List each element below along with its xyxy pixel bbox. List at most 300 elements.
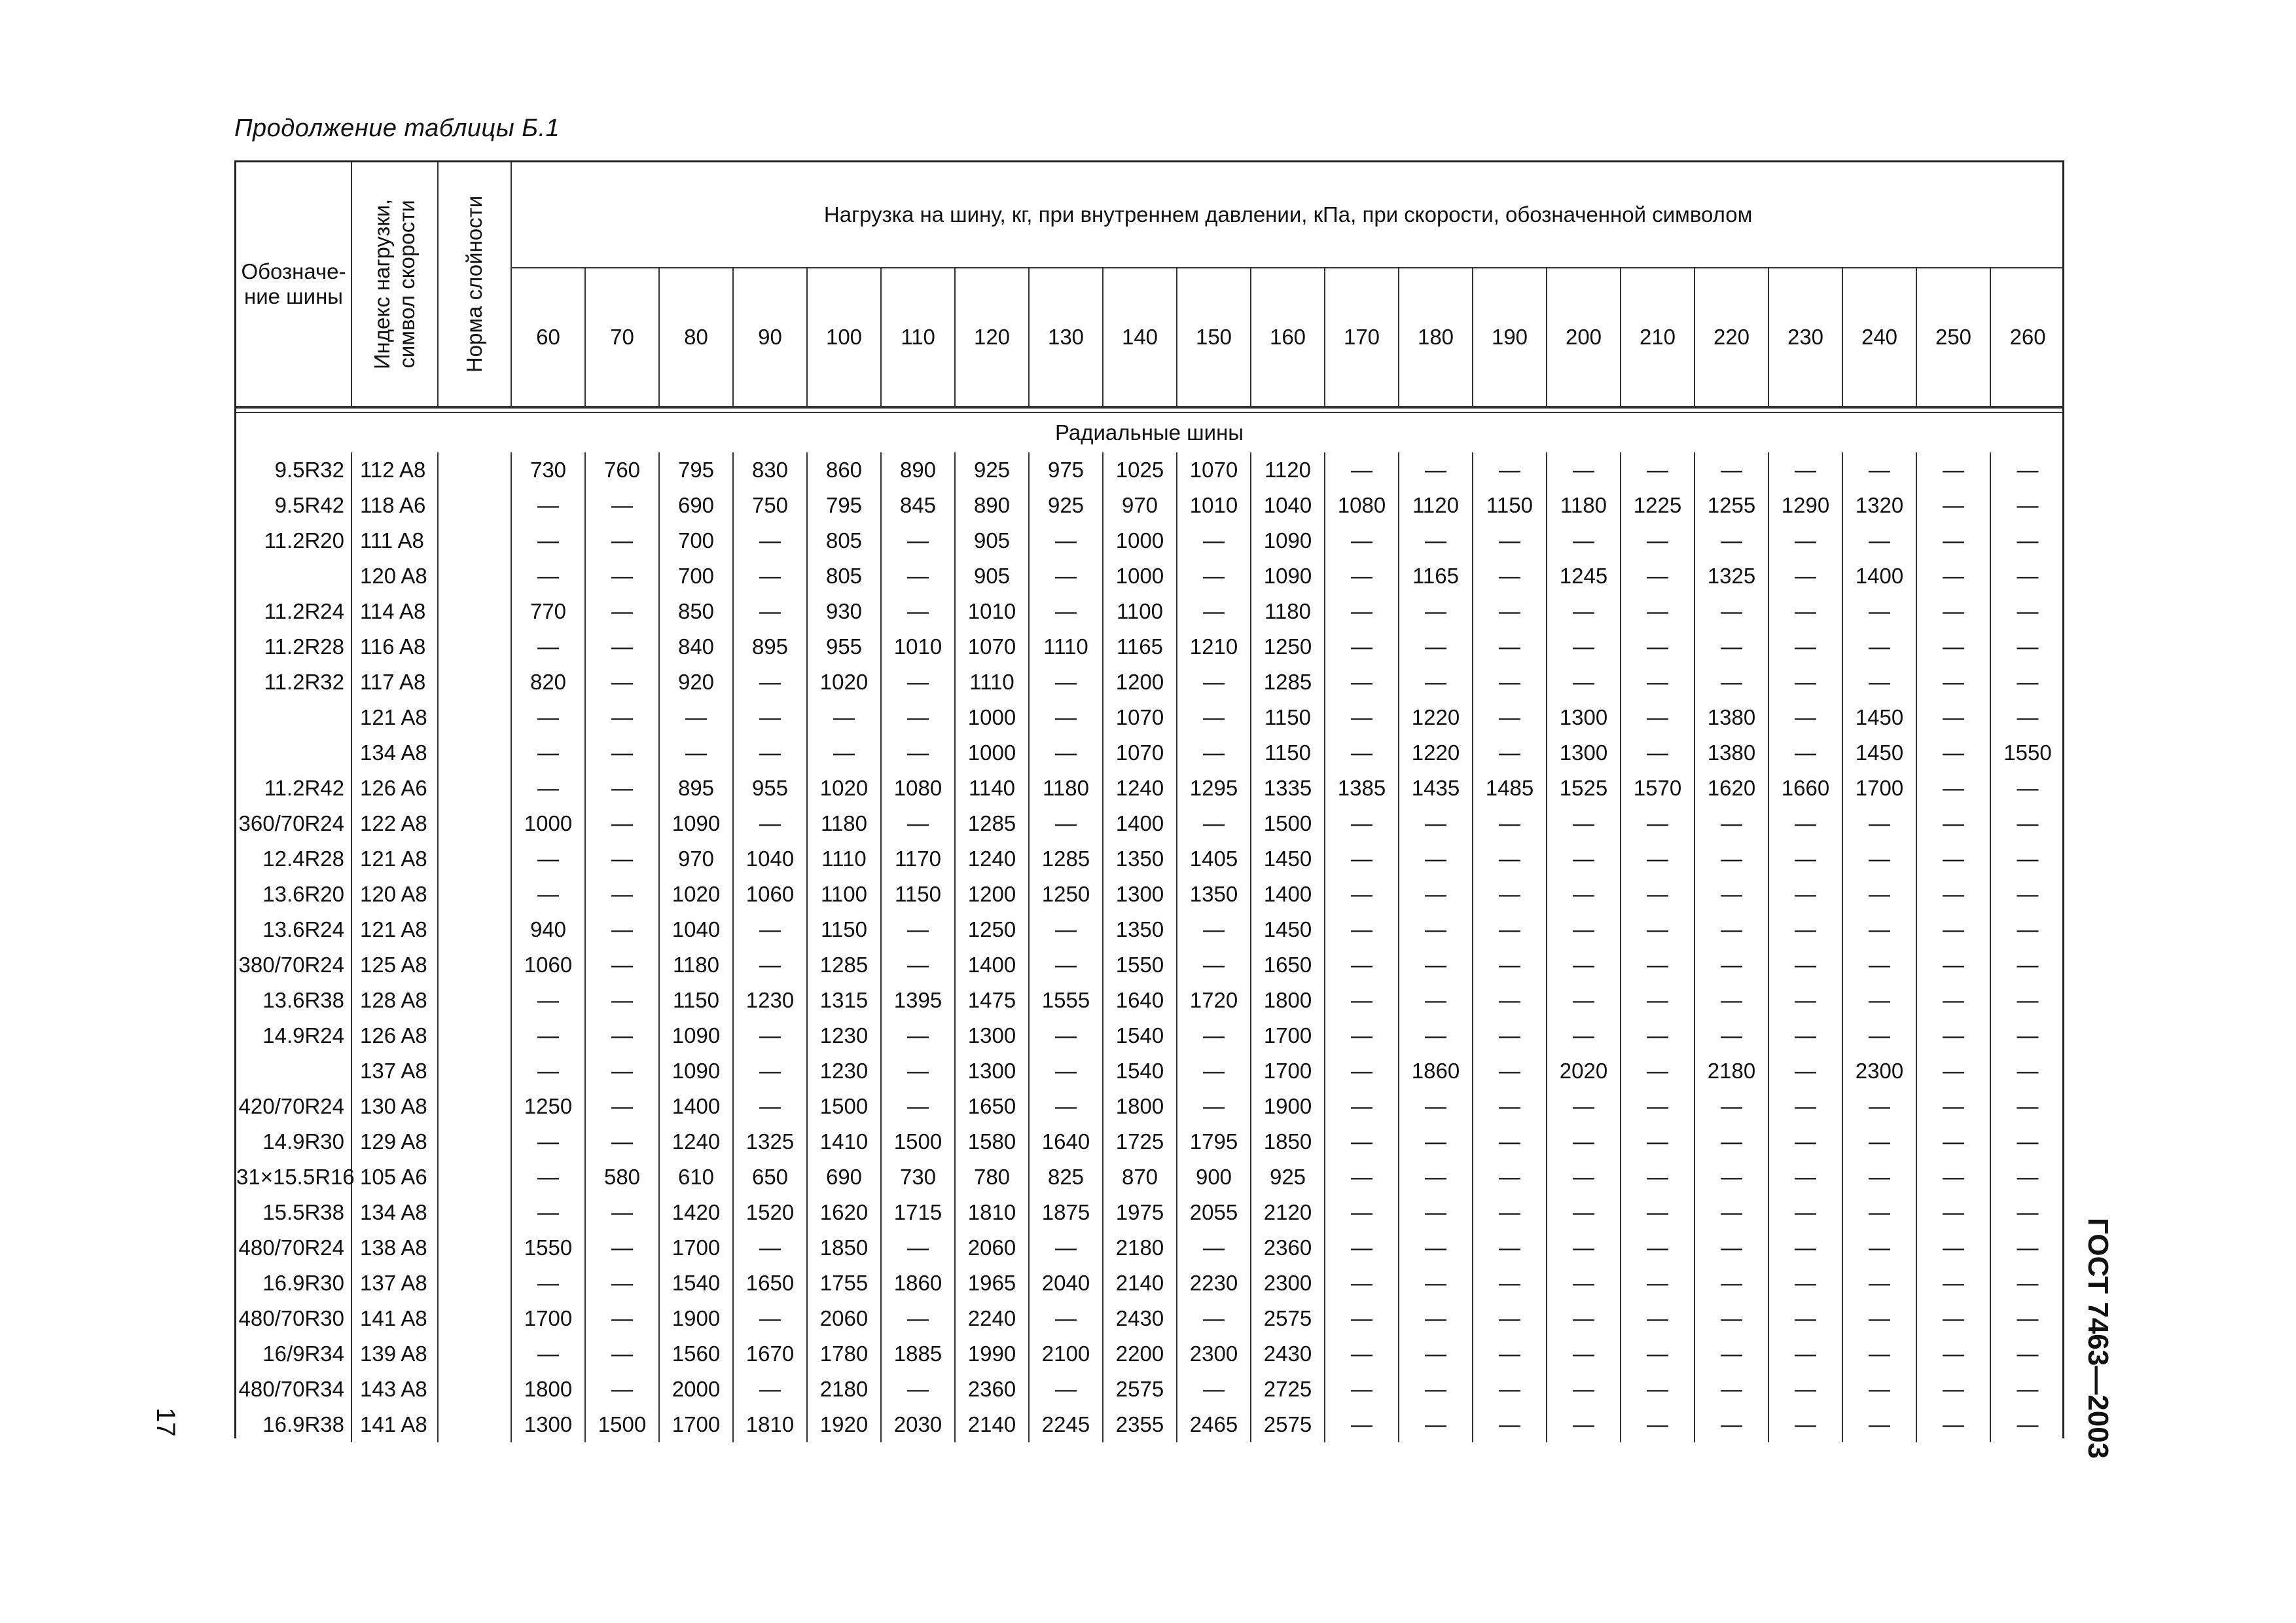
load-value-cell: —: [1695, 1372, 1768, 1407]
load-value-cell: —: [1177, 947, 1251, 983]
load-value-cell: —: [1399, 1266, 1473, 1301]
load-value-cell: —: [1325, 1407, 1399, 1442]
load-value-cell: —: [1029, 806, 1103, 841]
load-value-cell: 1555: [1029, 983, 1103, 1018]
load-value-cell: —: [1842, 1089, 1916, 1124]
load-value-cell: 2300: [1251, 1266, 1325, 1301]
load-value-cell: 1020: [659, 877, 733, 912]
load-index-cell: 130 A8: [351, 1089, 438, 1124]
tire-designation-cell: 15.5R38: [262, 1200, 344, 1224]
load-value-cell: —: [1473, 452, 1547, 488]
load-value-cell: 1400: [1251, 877, 1325, 912]
load-value-cell: —: [1325, 629, 1399, 665]
load-value-cell: 970: [1103, 488, 1177, 523]
load-value-cell: —: [1916, 1018, 1990, 1053]
table-header: [236, 162, 2064, 407]
table-row: [236, 1053, 2064, 1089]
load-value-cell: —: [1621, 1301, 1695, 1336]
load-value-cell: —: [733, 594, 807, 629]
table-row: [236, 700, 2064, 735]
load-value-cell: —: [1325, 841, 1399, 877]
load-value-cell: —: [1768, 1407, 1842, 1442]
load-value-cell: 930: [807, 594, 881, 629]
load-value-cell: 1350: [1103, 912, 1177, 947]
load-value-cell: 2140: [1103, 1266, 1177, 1301]
table-row: [236, 912, 2064, 947]
load-value-cell: 1020: [807, 665, 881, 700]
load-value-cell: —: [585, 735, 659, 771]
load-value-cell: 1350: [1177, 877, 1251, 912]
load-value-cell: 805: [807, 558, 881, 594]
table-row: [236, 1266, 2064, 1301]
load-value-cell: —: [1029, 594, 1103, 629]
pressure-header-230: 230: [1768, 268, 1842, 407]
load-value-cell: —: [1547, 523, 1621, 558]
load-value-cell: —: [1399, 1124, 1473, 1159]
load-value-cell: —: [1916, 1159, 1990, 1195]
pressure-header-160: 160: [1251, 268, 1325, 407]
load-value-cell: —: [1621, 1195, 1695, 1230]
load-value-cell: 750: [733, 488, 807, 523]
load-value-cell: —: [1029, 1301, 1103, 1336]
load-value-cell: 1040: [1251, 488, 1325, 523]
load-value-cell: —: [1990, 1195, 2064, 1230]
load-value-cell: —: [1695, 1089, 1768, 1124]
load-value-cell: 1450: [1842, 700, 1916, 735]
load-value-cell: 2230: [1177, 1266, 1251, 1301]
load-index-cell: 134 A8: [351, 1195, 438, 1230]
load-value-cell: —: [1325, 1053, 1399, 1089]
load-value-cell: —: [1990, 947, 2064, 983]
load-value-cell: —: [1768, 1089, 1842, 1124]
load-value-cell: —: [1325, 523, 1399, 558]
load-value-cell: 1100: [807, 877, 881, 912]
load-value-cell: 1400: [659, 1089, 733, 1124]
load-value-cell: 1525: [1547, 771, 1621, 806]
load-value-cell: 830: [733, 452, 807, 488]
load-value-cell: 1170: [881, 841, 955, 877]
load-value-cell: —: [1621, 558, 1695, 594]
load-value-cell: —: [1473, 594, 1547, 629]
load-value-cell: —: [1990, 700, 2064, 735]
load-value-cell: —: [1029, 1372, 1103, 1407]
load-value-cell: 955: [733, 771, 807, 806]
tire-designation-cell: [236, 700, 351, 735]
load-value-cell: 805: [807, 523, 881, 558]
load-value-cell: —: [733, 1372, 807, 1407]
load-value-cell: 1040: [733, 841, 807, 877]
load-value-cell: 1070: [1103, 735, 1177, 771]
load-value-cell: 2240: [955, 1301, 1029, 1336]
ply-rating-cell: [438, 912, 511, 947]
load-value-cell: —: [1621, 452, 1695, 488]
table-row: [236, 1195, 2064, 1230]
load-index-cell: 118 A6: [351, 488, 438, 523]
table-row: [236, 1018, 2064, 1053]
load-value-cell: —: [1695, 452, 1768, 488]
load-value-cell: 1875: [1029, 1195, 1103, 1230]
load-value-cell: —: [1916, 452, 1990, 488]
load-value-cell: 1400: [1103, 806, 1177, 841]
load-value-cell: 1850: [807, 1230, 881, 1266]
load-value-cell: —: [511, 558, 585, 594]
load-index-cell: 116 A8: [351, 629, 438, 665]
load-value-cell: —: [585, 983, 659, 1018]
load-value-cell: 1700: [1251, 1053, 1325, 1089]
load-value-cell: —: [1842, 523, 1916, 558]
load-value-cell: 1540: [1103, 1053, 1177, 1089]
load-value-cell: 760: [585, 452, 659, 488]
load-value-cell: —: [1029, 700, 1103, 735]
load-value-cell: —: [1695, 665, 1768, 700]
load-value-cell: —: [1768, 452, 1842, 488]
load-value-cell: 1180: [1251, 594, 1325, 629]
load-value-cell: —: [1399, 594, 1473, 629]
table-row: [236, 488, 2064, 523]
load-index-cell: 105 A6: [351, 1159, 438, 1195]
load-value-cell: 700: [659, 558, 733, 594]
load-value-cell: 900: [1177, 1159, 1251, 1195]
load-value-cell: 1715: [881, 1195, 955, 1230]
load-value-cell: —: [1029, 1089, 1103, 1124]
load-value-cell: —: [1695, 947, 1768, 983]
tire-designation-cell: 11.2R32: [264, 670, 344, 694]
load-value-cell: —: [1325, 452, 1399, 488]
load-value-cell: 1325: [733, 1124, 807, 1159]
load-value-cell: 1385: [1325, 771, 1399, 806]
load-value-cell: 2430: [1251, 1336, 1325, 1372]
load-value-cell: 1060: [511, 947, 585, 983]
load-value-cell: —: [585, 1230, 659, 1266]
load-value-cell: —: [1621, 877, 1695, 912]
load-value-cell: —: [1399, 452, 1473, 488]
load-value-cell: —: [1916, 665, 1990, 700]
load-value-cell: —: [1916, 877, 1990, 912]
load-value-cell: 1040: [659, 912, 733, 947]
load-value-cell: 890: [881, 452, 955, 488]
load-value-cell: —: [511, 841, 585, 877]
load-value-cell: —: [1768, 1301, 1842, 1336]
load-value-cell: 1900: [1251, 1089, 1325, 1124]
load-value-cell: —: [1916, 947, 1990, 983]
load-value-cell: —: [1325, 735, 1399, 771]
ply-rating-cell: [438, 1407, 511, 1442]
load-value-cell: —: [1325, 1372, 1399, 1407]
load-value-cell: —: [881, 594, 955, 629]
table-row: [236, 1301, 2064, 1336]
load-value-cell: 650: [733, 1159, 807, 1195]
load-value-cell: 905: [955, 558, 1029, 594]
load-value-cell: —: [1768, 1195, 1842, 1230]
load-value-cell: 2060: [807, 1301, 881, 1336]
load-value-cell: —: [585, 558, 659, 594]
tire-designation-cell: 480/70R34: [238, 1377, 344, 1401]
load-value-cell: —: [1990, 629, 2064, 665]
load-value-cell: 1420: [659, 1195, 733, 1230]
load-value-cell: —: [1473, 806, 1547, 841]
load-value-cell: 940: [511, 912, 585, 947]
load-value-cell: —: [1916, 1230, 1990, 1266]
load-value-cell: —: [1399, 947, 1473, 983]
load-value-cell: 1725: [1103, 1124, 1177, 1159]
load-value-cell: —: [1547, 841, 1621, 877]
load-value-cell: 1860: [1399, 1053, 1473, 1089]
load-value-cell: —: [1473, 983, 1547, 1018]
load-value-cell: —: [733, 1089, 807, 1124]
load-value-cell: 1250: [955, 912, 1029, 947]
load-value-cell: —: [1916, 1336, 1990, 1372]
load-value-cell: 1640: [1029, 1124, 1103, 1159]
load-value-cell: —: [733, 912, 807, 947]
load-value-cell: 1800: [1251, 983, 1325, 1018]
load-value-cell: 1800: [1103, 1089, 1177, 1124]
load-value-cell: 1240: [1103, 771, 1177, 806]
tire-designation-cell: 31×15.5R16: [236, 1165, 355, 1189]
pressure-header-240: 240: [1842, 268, 1916, 407]
load-value-cell: 1560: [659, 1336, 733, 1372]
load-value-cell: 1220: [1399, 735, 1473, 771]
load-value-cell: —: [1842, 983, 1916, 1018]
load-value-cell: 2360: [955, 1372, 1029, 1407]
load-value-cell: —: [585, 1372, 659, 1407]
load-value-cell: 1335: [1251, 771, 1325, 806]
tire-designation-cell: 11.2R28: [264, 634, 344, 659]
load-value-cell: —: [1621, 1407, 1695, 1442]
load-value-cell: —: [1325, 700, 1399, 735]
load-value-cell: —: [1399, 1301, 1473, 1336]
load-value-cell: —: [1695, 841, 1768, 877]
load-value-cell: —: [1399, 806, 1473, 841]
load-value-cell: —: [733, 735, 807, 771]
load-value-cell: 1990: [955, 1336, 1029, 1372]
tire-designation-cell: 13.6R38: [262, 988, 344, 1012]
load-value-cell: —: [1990, 665, 2064, 700]
load-value-cell: —: [1990, 1266, 2064, 1301]
load-value-cell: 1285: [1029, 841, 1103, 877]
load-value-cell: 1620: [1695, 771, 1768, 806]
load-value-cell: 2360: [1251, 1230, 1325, 1266]
load-value-cell: 1500: [1251, 806, 1325, 841]
ply-rating-cell: [438, 1195, 511, 1230]
load-value-cell: —: [1473, 877, 1547, 912]
pressure-header-190: 190: [1473, 268, 1547, 407]
load-value-cell: 1150: [1473, 488, 1547, 523]
load-value-cell: —: [1325, 1018, 1399, 1053]
load-value-cell: 1300: [511, 1407, 585, 1442]
ply-rating-cell: [438, 452, 511, 488]
load-value-cell: —: [1768, 700, 1842, 735]
load-value-cell: 2575: [1251, 1301, 1325, 1336]
load-value-cell: 1450: [1842, 735, 1916, 771]
ply-rating-cell: [438, 1266, 511, 1301]
pressure-header-220: 220: [1695, 268, 1768, 407]
load-value-cell: 1110: [807, 841, 881, 877]
load-value-cell: —: [1473, 1407, 1547, 1442]
table-row: [236, 594, 2064, 629]
load-value-cell: —: [1842, 877, 1916, 912]
load-value-cell: 955: [807, 629, 881, 665]
load-value-cell: 1230: [807, 1053, 881, 1089]
ply-rating-cell: [438, 629, 511, 665]
load-value-cell: —: [881, 1018, 955, 1053]
load-value-cell: —: [1695, 877, 1768, 912]
table-row: [236, 947, 2064, 983]
load-index-cell: 112 A8: [351, 452, 438, 488]
load-value-cell: 1620: [807, 1195, 881, 1230]
ply-rating-cell: [438, 1301, 511, 1336]
load-value-cell: 970: [659, 841, 733, 877]
load-value-cell: —: [511, 1053, 585, 1089]
load-value-cell: 1285: [1251, 665, 1325, 700]
load-value-cell: —: [1842, 1018, 1916, 1053]
load-value-cell: —: [1325, 665, 1399, 700]
designation-header: Обозначе-ние шины: [236, 162, 351, 407]
load-value-cell: —: [1916, 1407, 1990, 1442]
ply-rating-cell: [438, 1336, 511, 1372]
load-value-cell: —: [1842, 1230, 1916, 1266]
load-value-cell: —: [1621, 1372, 1695, 1407]
load-value-cell: —: [1399, 1159, 1473, 1195]
load-value-cell: —: [1547, 1301, 1621, 1336]
load-value-cell: 1070: [955, 629, 1029, 665]
load-value-cell: —: [1990, 912, 2064, 947]
load-value-cell: —: [1177, 806, 1251, 841]
load-value-cell: 905: [955, 523, 1029, 558]
load-value-cell: —: [659, 735, 733, 771]
load-value-cell: 1580: [955, 1124, 1029, 1159]
load-value-cell: —: [1177, 1089, 1251, 1124]
load-value-cell: —: [585, 1089, 659, 1124]
load-value-cell: —: [1695, 806, 1768, 841]
ply-rating-cell: [438, 558, 511, 594]
load-group-header: Нагрузка на шину, кг, при внутреннем давлении, кПа, при скорости, обозначенной символом: [511, 162, 2064, 268]
load-value-cell: 1650: [1251, 947, 1325, 983]
load-value-cell: —: [881, 806, 955, 841]
load-value-cell: 1180: [807, 806, 881, 841]
load-value-cell: —: [585, 877, 659, 912]
load-value-cell: —: [1990, 523, 2064, 558]
tire-designation-cell: 11.2R42: [264, 776, 344, 800]
load-value-cell: 2300: [1177, 1336, 1251, 1372]
pressure-header-180: 180: [1399, 268, 1473, 407]
load-value-cell: —: [585, 665, 659, 700]
load-value-cell: —: [1916, 1195, 1990, 1230]
load-value-cell: —: [511, 523, 585, 558]
load-value-cell: —: [1695, 629, 1768, 665]
load-value-cell: 1090: [659, 1018, 733, 1053]
load-value-cell: 1200: [1103, 665, 1177, 700]
load-value-cell: 2180: [807, 1372, 881, 1407]
load-value-cell: —: [1768, 912, 1842, 947]
load-value-cell: 1400: [1842, 558, 1916, 594]
load-value-cell: —: [585, 1124, 659, 1159]
load-value-cell: —: [1547, 983, 1621, 1018]
load-value-cell: —: [1695, 1018, 1768, 1053]
load-value-cell: —: [1621, 1089, 1695, 1124]
load-value-cell: —: [1768, 594, 1842, 629]
load-value-cell: 2180: [1695, 1053, 1768, 1089]
load-value-cell: —: [1842, 1266, 1916, 1301]
load-value-cell: 840: [659, 629, 733, 665]
load-value-cell: —: [1029, 558, 1103, 594]
load-value-cell: 1650: [955, 1089, 1029, 1124]
load-value-cell: 1640: [1103, 983, 1177, 1018]
pressure-header-90: 90: [733, 268, 807, 407]
load-value-cell: —: [881, 912, 955, 947]
load-value-cell: —: [1399, 1089, 1473, 1124]
tire-designation-cell: [236, 558, 351, 594]
load-value-cell: —: [1325, 1301, 1399, 1336]
load-value-cell: —: [1547, 1159, 1621, 1195]
load-value-cell: 895: [659, 771, 733, 806]
load-value-cell: —: [733, 1018, 807, 1053]
pressure-header-170: 170: [1325, 268, 1399, 407]
load-value-cell: —: [1990, 1407, 2064, 1442]
load-value-cell: —: [1916, 735, 1990, 771]
load-value-cell: —: [1916, 771, 1990, 806]
load-value-cell: —: [1473, 1018, 1547, 1053]
table-row: [236, 877, 2064, 912]
load-value-cell: —: [1916, 1089, 1990, 1124]
ply-rating-cell: [438, 735, 511, 771]
load-value-cell: 1110: [1029, 629, 1103, 665]
load-value-cell: —: [1621, 947, 1695, 983]
load-value-cell: 795: [807, 488, 881, 523]
load-value-cell: —: [585, 523, 659, 558]
load-value-cell: 1020: [807, 771, 881, 806]
load-value-cell: —: [1990, 983, 2064, 1018]
load-value-cell: 1090: [659, 806, 733, 841]
load-value-cell: 1000: [955, 735, 1029, 771]
pressure-header-70: 70: [585, 268, 659, 407]
table-row: [236, 523, 2064, 558]
load-value-cell: —: [1621, 1230, 1695, 1266]
load-value-cell: —: [1621, 735, 1695, 771]
load-value-cell: —: [1621, 1266, 1695, 1301]
load-value-cell: —: [1399, 665, 1473, 700]
load-value-cell: —: [1916, 523, 1990, 558]
load-value-cell: —: [1473, 1053, 1547, 1089]
load-value-cell: 1500: [585, 1407, 659, 1442]
load-value-cell: —: [1695, 1266, 1768, 1301]
load-value-cell: 1450: [1251, 841, 1325, 877]
load-value-cell: 1550: [511, 1230, 585, 1266]
load-value-cell: —: [1916, 488, 1990, 523]
load-value-cell: 1670: [733, 1336, 807, 1372]
load-value-cell: —: [1547, 947, 1621, 983]
load-value-cell: —: [1990, 806, 2064, 841]
load-value-cell: —: [1547, 1195, 1621, 1230]
load-value-cell: —: [1473, 1372, 1547, 1407]
load-value-cell: —: [1768, 1159, 1842, 1195]
load-value-cell: —: [1325, 806, 1399, 841]
load-value-cell: —: [1325, 1336, 1399, 1372]
load-value-cell: —: [1399, 1230, 1473, 1266]
ply-rating-cell: [438, 947, 511, 983]
load-value-cell: —: [1621, 665, 1695, 700]
load-value-cell: —: [1990, 771, 2064, 806]
load-value-cell: —: [1547, 1018, 1621, 1053]
load-value-cell: —: [659, 700, 733, 735]
load-value-cell: 1165: [1103, 629, 1177, 665]
load-value-cell: 1000: [955, 700, 1029, 735]
load-value-cell: 1140: [955, 771, 1029, 806]
load-value-cell: 1165: [1399, 558, 1473, 594]
load-value-cell: 2180: [1103, 1230, 1177, 1266]
load-value-cell: —: [1325, 1124, 1399, 1159]
load-value-cell: —: [1621, 1159, 1695, 1195]
load-value-cell: —: [1990, 1089, 2064, 1124]
